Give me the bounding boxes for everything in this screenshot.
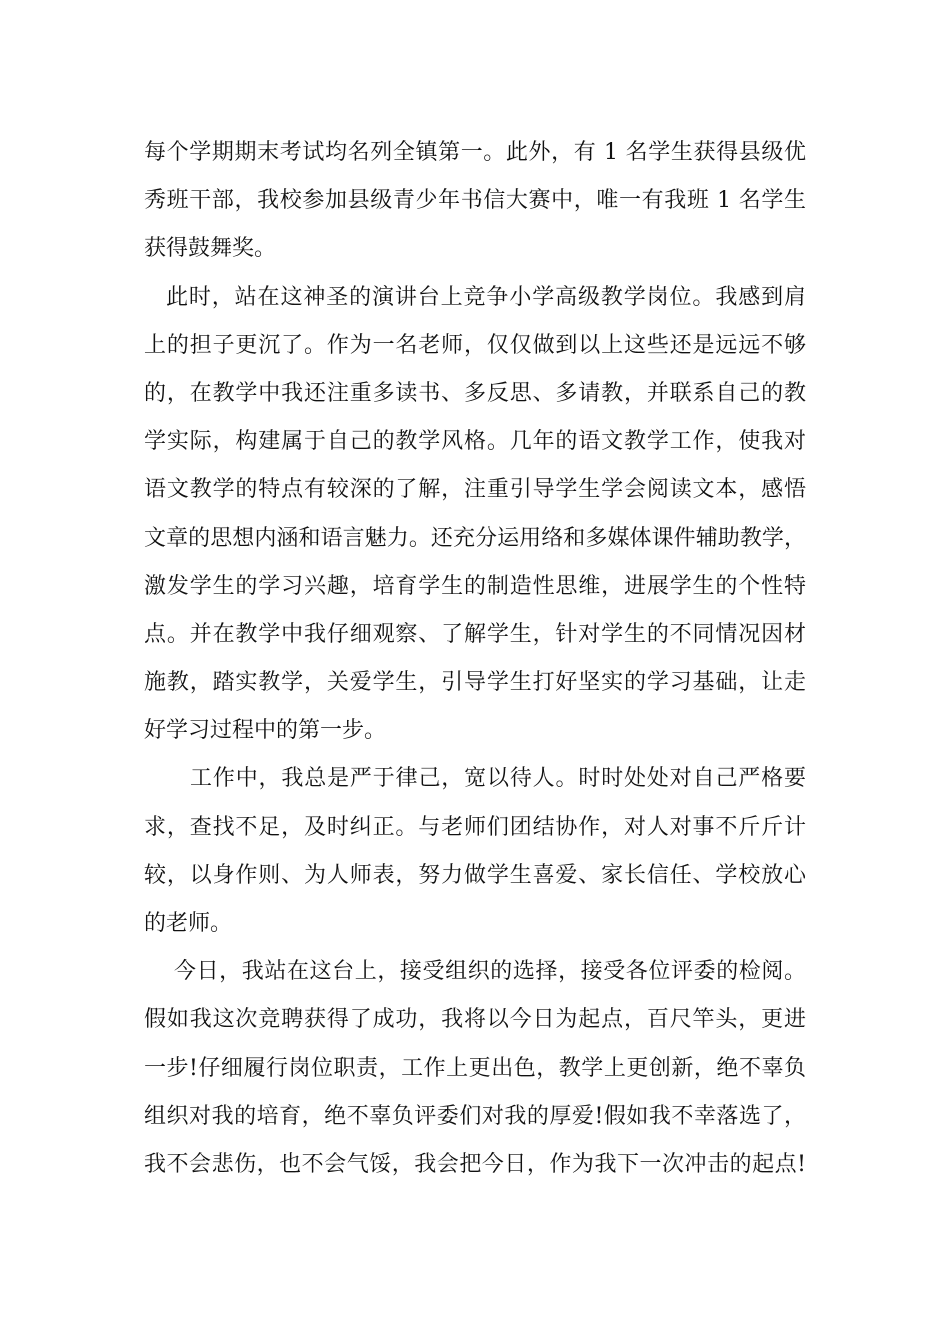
text-line: 工作中，我总是严于律己，宽以待人。时时处处对自己严格要 bbox=[190, 766, 806, 792]
paragraph-work-attitude bbox=[144, 755, 806, 948]
text-line: 秀班干部，我校参加县级青少年书信大赛中，唯一有我班 1 名学生 bbox=[144, 188, 806, 214]
text-line: 的，在教学中我还注重多读书、多反思、多请教，并联系自己的教 bbox=[144, 380, 806, 406]
text-line: 学实际，构建属于自己的教学风格。几年的语文教学工作，使我对 bbox=[144, 429, 806, 455]
text-line: 一步!仔细履行岗位职责，工作上更出色，教学上更创新，绝不辜负 bbox=[144, 1055, 806, 1081]
text-line: 点。并在教学中我仔细观察、了解学生，针对学生的不同情况因材 bbox=[144, 621, 806, 647]
text-line: 假如我这次竞聘获得了成功，我将以今日为起点，百尺竿头，更进 bbox=[144, 1007, 806, 1033]
text-line: 较，以身作则、为人师表，努力做学生喜爱、家长信任、学校放心 bbox=[144, 862, 806, 888]
paragraph-closing bbox=[144, 948, 806, 1189]
text-line: 文章的思想内涵和语言魅力。还充分运用络和多媒体课件辅助教学， bbox=[144, 525, 806, 551]
text-line: 好学习过程中的第一步。 bbox=[144, 718, 387, 744]
text-line: 的老师。 bbox=[144, 911, 233, 936]
paragraph-teaching bbox=[144, 274, 806, 756]
text-line: 求，查找不足，及时纠正。与老师们团结协作，对人对事不斤斤计 bbox=[144, 814, 806, 840]
text-line: 上的担子更沉了。作为一名老师，仅仅做到以上这些还是远远不够 bbox=[144, 332, 806, 358]
document-body bbox=[144, 129, 806, 1189]
text-line: 此时，站在这神圣的演讲台上竞争小学高级教学岗位。我感到肩 bbox=[166, 284, 806, 310]
text-line: 每个学期期末考试均名列全镇第一。此外，有 1 名学生获得县级优 bbox=[144, 140, 806, 165]
text-line: 我不会悲伤，也不会气馁，我会把今日，作为我下一次冲击的起点! bbox=[144, 1151, 806, 1177]
text-line: 激发学生的学习兴趣，培育学生的制造性思维，进展学生的个性特 bbox=[144, 573, 806, 599]
text-line: 施教，踏实教学，关爱学生，引导学生打好坚实的学习基础，让走 bbox=[144, 670, 806, 696]
text-line: 今日，我站在这台上，接受组织的选择，接受各位评委的检阅。 bbox=[174, 959, 806, 985]
text-line: 获得鼓舞奖。 bbox=[144, 236, 277, 262]
text-line: 语文教学的特点有较深的了解，注重引导学生学会阅读文本，感悟 bbox=[144, 477, 806, 503]
text-line: 组织对我的培育，绝不辜负评委们对我的厚爱!假如我不幸落选了， bbox=[144, 1103, 806, 1129]
paragraph-achievements bbox=[144, 129, 806, 274]
